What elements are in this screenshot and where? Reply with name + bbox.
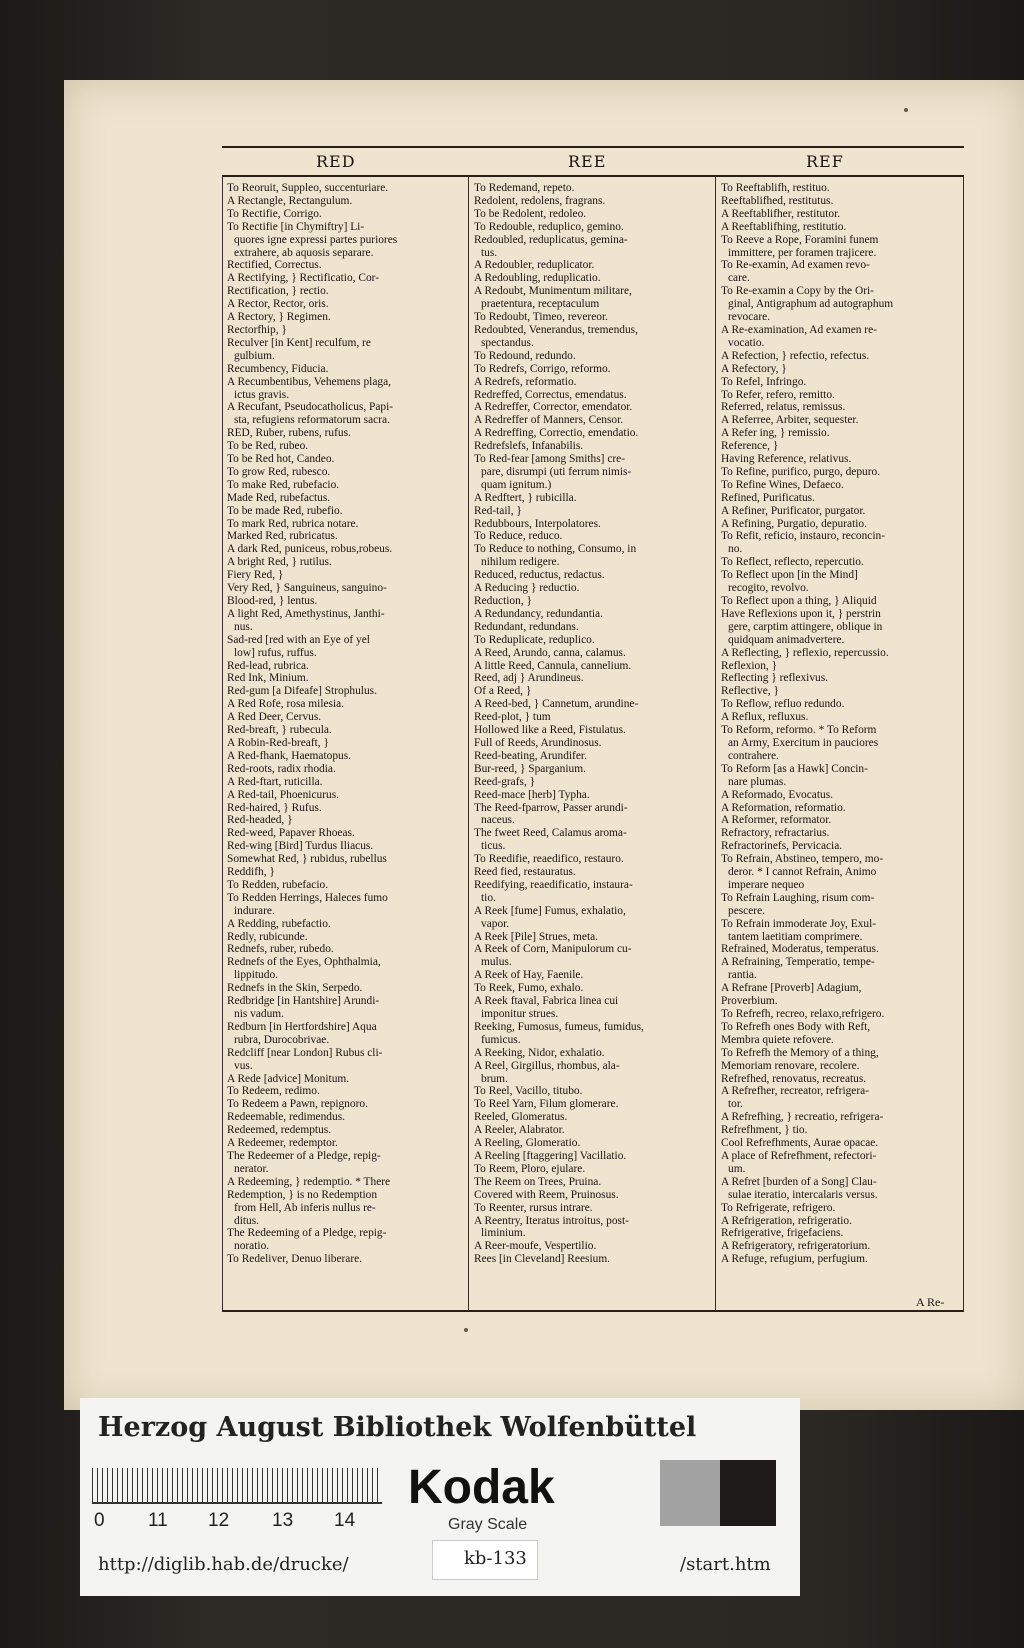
- entry-line: A Reeftablifhing, restitutio.: [721, 220, 847, 233]
- entry-line: revocare.: [728, 311, 771, 324]
- entry-line: Reeking, Fumosus, fumeus, fumidus,: [474, 1020, 644, 1033]
- entry-line: A Redeemer, redemptor.: [227, 1137, 338, 1150]
- entry-line: To Reduce to nothing, Consumo, in: [474, 543, 637, 556]
- entry-line: A Reformado, Evocatus.: [721, 788, 833, 801]
- entry-line: care.: [728, 272, 750, 285]
- entry-line: Reddifh, }: [227, 866, 275, 879]
- entry-line: To Redemand, repeto.: [474, 182, 575, 194]
- entry-line: The Redeemer of a Pledge, repig-: [227, 1149, 381, 1162]
- entry-line: A Refrefher, recreator, refrigera-: [721, 1085, 870, 1098]
- entry-line: A Recufant, Pseudocatholicus, Papi-: [227, 401, 394, 414]
- entry-line: A Refection, } refectio, refectus.: [721, 349, 870, 362]
- entry-line: Refrained, Moderatus, temperatus.: [721, 943, 879, 956]
- entry-line: gulbium.: [234, 349, 275, 362]
- entry-line: Redoubted, Venerandus, tremendus,: [474, 323, 638, 336]
- entry-line: Rednefs in the Skin, Serpedo.: [227, 982, 363, 995]
- entry-line: Red-tail, }: [474, 504, 522, 517]
- entry-line: To Rectifie [in Chymiftry] Li-: [227, 220, 365, 233]
- entry-line: A bright Red, } rutilus.: [227, 556, 332, 569]
- dictionary-page: [64, 80, 1024, 1410]
- entry-line: indurare.: [234, 904, 275, 917]
- entry-line: mulus.: [481, 956, 512, 969]
- entry-line: Reflective, }: [721, 685, 779, 698]
- entry-line: tus.: [481, 246, 498, 259]
- entry-line: vocatio.: [728, 336, 765, 349]
- entry-line: extrahere, ab aquosis separare.: [234, 246, 374, 259]
- entry-line: Rectorfhip, }: [227, 323, 287, 336]
- entry-line: To Reek, Fumo, exhalo.: [474, 982, 584, 995]
- entry-line: A Reek ftaval, Fabrica linea cui: [474, 995, 619, 1008]
- running-header: [222, 152, 964, 174]
- entry-line: ticus.: [481, 840, 506, 853]
- url-left: http://diglib.hab.de/drucke/: [98, 1554, 349, 1575]
- entry-line: sta, refugiens reformatorum sacra.: [234, 414, 390, 427]
- entry-column-3: [721, 182, 947, 1307]
- header-col1: RED: [316, 152, 356, 171]
- scale-number: 13: [272, 1510, 294, 1531]
- column-border-right: [963, 177, 964, 1310]
- entry-line: Reflecting } reflexivus.: [721, 672, 828, 685]
- entry-line: To Refrefh ones Body with Reft,: [721, 1020, 871, 1033]
- entry-line: A Refuge, refugium, perfugium.: [721, 1253, 868, 1266]
- entry-line: vus.: [234, 1059, 253, 1072]
- entry-line: rantia.: [728, 969, 757, 982]
- entry-line: ditus.: [234, 1214, 260, 1227]
- entry-line: To Redden, rubefacio.: [227, 878, 329, 891]
- entry-line: To Refrain, Abstineo, tempero, mo-: [721, 853, 884, 866]
- entry-line: quidquam animadvertere.: [728, 633, 845, 646]
- entry-line: tio.: [481, 891, 496, 904]
- entry-line: Red-weed, Papaver Rhoeas.: [227, 827, 355, 840]
- entry-line: Bur-reed, } Sparganium.: [474, 762, 586, 775]
- entry-line: A Reflux, refluxus.: [721, 711, 809, 724]
- entry-line: A Reformation, reformatio.: [721, 801, 846, 814]
- paper-spot: [464, 1328, 468, 1332]
- entry-line: tor.: [728, 1098, 743, 1111]
- entry-line: Redeemable, redimendus.: [227, 1111, 345, 1124]
- entry-line: A Reek [fume] Fumus, exhalatio,: [474, 904, 626, 917]
- entry-line: Reed-grafs, }: [474, 775, 536, 788]
- entry-line: A Reek of Hay, Faenile.: [474, 969, 584, 982]
- entry-line: A little Reed, Cannula, cannelium.: [474, 659, 632, 672]
- entry-line: To Reeftablifh, restituo.: [721, 182, 830, 194]
- entry-line: Redcliff [near London] Rubus cli-: [227, 1046, 383, 1059]
- entry-line: A Reflecting, } reflexio, repercussio.: [721, 646, 889, 659]
- entry-line: Reflexion, }: [721, 659, 778, 672]
- entry-line: ginal, Antigraphum ad autographum: [728, 298, 894, 311]
- entry-line: no.: [728, 543, 743, 556]
- entry-line: spectandus.: [481, 336, 534, 349]
- entry-line: Blood-red, } lentus.: [227, 595, 318, 607]
- entry-line: Reculver [in Kent] reculfum, re: [227, 336, 371, 349]
- entry-line: recogito, revolvo.: [728, 582, 809, 595]
- entry-line: A Refectory, }: [721, 362, 787, 375]
- entry-line: low] rufus, ruffus.: [234, 646, 317, 659]
- entry-line: The Redeeming of a Pledge, repig-: [227, 1227, 387, 1240]
- entry-line: To make Red, rubefacio.: [227, 478, 340, 491]
- entry-line: To Reform [as a Hawk] Concin-: [721, 762, 868, 775]
- entry-line: Redoubled, reduplicatus, gemina-: [474, 233, 628, 246]
- entry-line: A Refining, Purgatio, depuratio.: [721, 517, 867, 530]
- entry-line: A Refrigeratory, refrigeratorium.: [721, 1240, 871, 1253]
- entry-line: A Reformer, reformator.: [721, 814, 832, 827]
- entry-line: A Red Rofe, rosa milesia.: [227, 698, 345, 711]
- entry-line: from Hell, Ab inferis nullus re-: [234, 1201, 376, 1214]
- entry-line: Recumbency, Fiducia.: [227, 362, 329, 375]
- entry-line: To Reeve a Rope, Foramini funem: [721, 233, 879, 246]
- header-rule: [222, 175, 964, 177]
- entry-line: To Refrain Laughing, risum com-: [721, 891, 875, 904]
- entry-line: A Re-examination, Ad examen re-: [721, 323, 877, 336]
- entry-line: brum.: [481, 1072, 508, 1085]
- entry-line: nare plumas.: [728, 775, 787, 788]
- entry-line: Redrefslefs, Infanabilis.: [474, 440, 584, 453]
- entry-line: A Referree, Arbiter, sequester.: [721, 414, 859, 427]
- entry-line: A Rede [advice] Monitum.: [227, 1072, 350, 1085]
- column-border-left: [222, 177, 223, 1310]
- entry-line: To Reedifie, reaedifico, restauro.: [474, 853, 624, 866]
- entry-line: A Redrefs, reformatio.: [474, 375, 577, 388]
- entry-line: Full of Reeds, Arundinosus.: [474, 736, 602, 749]
- gray-scale-caption: Gray Scale: [448, 1516, 528, 1533]
- entry-line: imperare nequeo: [728, 878, 805, 891]
- entry-line: Proverbium.: [721, 995, 778, 1008]
- entry-line: To be Red hot, Candeo.: [227, 453, 335, 466]
- entry-line: To Rectifie, Corrigo.: [227, 207, 322, 220]
- entry-line: A Reeling [ftaggering] Vacillatio.: [474, 1149, 627, 1162]
- entry-line: To Redound, redundo.: [474, 349, 576, 362]
- entry-line: To Refit, reficio, instauro, reconcin-: [721, 530, 885, 543]
- entry-line: A Reentry, Iteratus introitus, post-: [474, 1214, 629, 1227]
- entry-line: To Reel, Vacillo, titubo.: [474, 1085, 583, 1098]
- entry-line: pare, disrumpi (uti ferrum nimis-: [481, 465, 632, 478]
- entry-line: To Reoruit, Suppleo, succenturiare.: [227, 182, 389, 194]
- entry-line: A Red-fhank, Haematopus.: [227, 749, 352, 762]
- entry-line: A Refrane [Proverb] Adagium,: [721, 982, 862, 995]
- entry-line: lippitudo.: [234, 969, 278, 982]
- entry-line: Reed-plot, } tum: [474, 711, 551, 724]
- entry-line: Redolent, redolens, fragrans.: [474, 194, 606, 207]
- entry-line: Rectified, Correctus.: [227, 259, 322, 272]
- entry-line: A Rectifying, } Rectificatio, Cor-: [227, 272, 380, 285]
- entry-line: To Reflect upon [in the Mind]: [721, 569, 858, 582]
- entry-line: Rectification, } rectio.: [227, 285, 329, 298]
- entry-line: The Reed-fparrow, Passer arundi-: [474, 801, 628, 814]
- entry-line: Rednefs, ruber, rubedo.: [227, 943, 334, 956]
- entry-line: To Re-examin a Copy by the Ori-: [721, 285, 874, 298]
- entry-line: A Redreffing, Correctio, emendatio.: [474, 427, 639, 440]
- entry-line: Cool Refrefhments, Aurae opacae.: [721, 1137, 879, 1150]
- entry-line: A Red Deer, Cervus.: [227, 711, 322, 724]
- entry-line: Refrefhment, } tio.: [721, 1124, 808, 1137]
- entry-line: nus.: [234, 620, 253, 633]
- entry-line: Made Red, rubefactus.: [227, 491, 331, 504]
- entry-line: Redubbours, Interpolatores.: [474, 517, 601, 530]
- entry-line: A Rectangle, Rectangulum.: [227, 194, 353, 207]
- header-col2: REE: [568, 152, 607, 171]
- paper-spot: [904, 108, 908, 112]
- entry-line: A Reeking, Nidor, exhalatio.: [474, 1046, 605, 1059]
- entry-line: naceus.: [481, 814, 515, 827]
- entry-line: To Reem, Ploro, ejulare.: [474, 1162, 586, 1175]
- entry-line: A Reeftablifher, restitutor.: [721, 207, 841, 220]
- entry-line: To Redouble, reduplico, gemino.: [474, 220, 624, 233]
- entry-line: A Redreffer, Corrector, emendator.: [474, 401, 633, 414]
- entry-line: contrahere.: [728, 749, 779, 762]
- entry-line: A Refrefhing, } recreatio, refrigera-: [721, 1111, 884, 1124]
- entry-line: Redbridge [in Hantshire] Arundi-: [227, 995, 380, 1008]
- entry-line: To Refrefh, recreo, relaxo,refrigero.: [721, 1008, 885, 1020]
- column-divider: [468, 177, 469, 1310]
- entry-line: To Refrigerate, refrigero.: [721, 1201, 836, 1214]
- entry-line: To Reduce, reduco.: [474, 530, 563, 543]
- entry-line: To Reel Yarn, Filum glomerare.: [474, 1098, 619, 1111]
- entry-line: A Redoubling, reduplicatio.: [474, 272, 601, 285]
- entry-line: Redreffed, Correctus, emendatus.: [474, 388, 627, 401]
- entry-line: Red-wing [Bird] Turdus Iliacus.: [227, 840, 374, 853]
- column-divider: [715, 177, 716, 1310]
- archive-label: [80, 1398, 800, 1596]
- entry-line: Reference, }: [721, 440, 779, 453]
- bottom-rule: [222, 1310, 964, 1312]
- entry-line: To Reduplicate, reduplico.: [474, 633, 595, 646]
- scan-id: kb-133: [464, 1548, 527, 1569]
- entry-line: To Redden Herrings, Haleces fumo: [227, 891, 388, 904]
- entry-line: A Redreffer of Manners, Censor.: [474, 414, 624, 427]
- entry-line: A Refret [burden of a Song] Clau-: [721, 1175, 877, 1188]
- entry-line: Marked Red, rubricatus.: [227, 530, 338, 543]
- entry-line: vapor.: [481, 917, 510, 930]
- entry-line: pescere.: [728, 904, 765, 917]
- entry-line: Reed fied, restauratus.: [474, 866, 576, 879]
- entry-line: Reed, adj } Arundineus.: [474, 672, 584, 685]
- entry-line: Sad-red [red with an Eye of yel: [227, 633, 370, 646]
- entry-line: Membra quiete refovere.: [721, 1033, 834, 1046]
- entry-line: Redly, rubicunde.: [227, 930, 308, 943]
- catchword: A Re-: [916, 1295, 945, 1309]
- entry-line: To Redeliver, Denuo liberare.: [227, 1253, 363, 1266]
- entry-line: ictus gravis.: [234, 388, 290, 401]
- entry-line: Red-gum [a Difeafe] Strophulus.: [227, 685, 377, 698]
- entry-line: rubra, Durocobrivae.: [234, 1033, 330, 1046]
- entry-line: A Red-ftart, ruticilla.: [227, 775, 323, 788]
- entry-line: Red-lead, rubrica.: [227, 659, 309, 672]
- entry-line: Redburn [in Hertfordshire] Aqua: [227, 1020, 377, 1033]
- gray-swatch-light: [660, 1460, 720, 1526]
- entry-line: To Reflect upon a thing, } Aliquid: [721, 595, 877, 607]
- entry-line: Red-headed, }: [227, 814, 293, 827]
- entry-line: Reedifying, reaedificatio, instaura-: [474, 878, 633, 891]
- entry-line: A Reed, Arundo, canna, calamus.: [474, 646, 626, 659]
- entry-line: To Refrefh the Memory of a thing,: [721, 1046, 879, 1059]
- entry-line: noratio.: [234, 1240, 270, 1253]
- entry-line: liminium.: [481, 1227, 526, 1240]
- entry-line: A Refer ing, } remissio.: [721, 427, 830, 440]
- entry-line: an Army, Exercitum in pauciores: [728, 736, 879, 749]
- scale-number: 12: [208, 1510, 230, 1531]
- entry-line: Reduction, }: [474, 595, 532, 607]
- entry-line: Reduced, reductus, redactus.: [474, 569, 605, 582]
- entry-line: A Red-tail, Phoenicurus.: [227, 788, 339, 801]
- entry-line: Redeemed, redemptus.: [227, 1124, 332, 1137]
- entry-line: Have Reflexions upon it, } perstrin: [721, 607, 881, 620]
- entry-line: um.: [728, 1162, 746, 1175]
- entry-line: To be Redolent, redoleo.: [474, 207, 587, 220]
- entry-line: A Reeling, Glomeratio.: [474, 1137, 581, 1150]
- entry-line: Refined, Purificatus.: [721, 491, 815, 504]
- entry-line: Redemption, } is no Redemption: [227, 1188, 378, 1201]
- entry-line: A place of Refrefhment, refectori-: [721, 1149, 877, 1162]
- entry-line: Refractorinefs, Pervicacia.: [721, 840, 843, 853]
- entry-line: nerator.: [234, 1162, 269, 1175]
- entry-line: To Reflect, reflecto, repercutio.: [721, 556, 864, 569]
- entry-line: Refrigerative, frigefaciens.: [721, 1227, 844, 1240]
- entry-line: To Refine, purifico, purgo, depuro.: [721, 465, 881, 478]
- entry-line: To Redoubt, Timeo, revereor.: [474, 311, 608, 324]
- entry-line: immittere, per foramen trajicere.: [728, 246, 877, 259]
- entry-line: Red-breaft, } rubecula.: [227, 724, 332, 737]
- entry-line: To Red-fear [among Smiths] cre-: [474, 453, 626, 466]
- entry-line: To Reflow, refluo redundo.: [721, 698, 845, 711]
- entry-line: To Refel, Infringo.: [721, 375, 807, 388]
- entry-line: deror. * I cannot Refrain, Animo: [728, 866, 877, 879]
- entry-line: A Redoubler, reduplicator.: [474, 259, 595, 272]
- entry-line: Having Reference, relativus.: [721, 453, 852, 466]
- entry-line: A Reek of Corn, Manipulorum cu-: [474, 943, 632, 956]
- entry-line: A Refrigeration, refrigeratio.: [721, 1214, 852, 1227]
- entry-line: Memoriam renovare, recolere.: [721, 1059, 860, 1072]
- entry-line: imponitur strues.: [481, 1008, 559, 1020]
- entry-line: To Redrefs, Corrigo, reformo.: [474, 362, 611, 375]
- scale-number: 14: [334, 1510, 356, 1531]
- entry-line: gere, carptim attingere, oblique in: [728, 620, 883, 633]
- entry-line: tantem laetitiam comprimere.: [728, 930, 863, 943]
- entry-line: To grow Red, rubesco.: [227, 465, 331, 478]
- entry-line: A Redoubt, Munimentum militare,: [474, 285, 632, 298]
- entry-line: Reed-beating, Arundifer.: [474, 749, 587, 762]
- library-name: Herzog August Bibliothek Wolfenbüttel: [98, 1412, 697, 1443]
- entry-line: To Reenter, rursus intrare.: [474, 1201, 593, 1214]
- entry-line: A Rectory, } Regimen.: [227, 311, 331, 324]
- entry-line: Red-haired, } Rufus.: [227, 801, 322, 814]
- entry-line: Redundant, redundans.: [474, 620, 579, 633]
- entry-line: Somewhat Red, } rubidus, rubellus: [227, 853, 387, 866]
- entry-line: nihilum redigere.: [481, 556, 560, 569]
- entry-column-1: [227, 182, 453, 1307]
- entry-line: A Redftert, } rubicilla.: [474, 491, 577, 504]
- entry-line: A Refiner, Purificator, purgator.: [721, 504, 866, 517]
- entry-line: Rednefs of the Eyes, Ophthalmia,: [227, 956, 381, 969]
- entry-line: sulae iteratio, intercalaris versus.: [728, 1188, 878, 1201]
- entry-line: A dark Red, puniceus, robus,robeus.: [227, 543, 393, 556]
- entry-line: To Refrain immoderate Joy, Exul-: [721, 917, 877, 930]
- entry-line: A Rector, Rector, oris.: [227, 298, 329, 311]
- entry-line: To Refine Wines, Defaeco.: [721, 478, 844, 491]
- entry-line: Fiery Red, }: [227, 569, 284, 582]
- entry-line: To Re-examin, Ad examen revo-: [721, 259, 870, 272]
- entry-column-2: [474, 182, 700, 1307]
- entry-line: Reed-mace [herb] Typha.: [474, 788, 590, 801]
- entry-line: Reeled, Glomeratus.: [474, 1111, 568, 1124]
- entry-line: A Reek [Pile] Strues, meta.: [474, 930, 599, 943]
- entry-line: A Reducing } reductio.: [474, 582, 580, 595]
- entry-line: A Reer-moufe, Vespertilio.: [474, 1240, 597, 1253]
- entry-line: RED, Ruber, rubens, rufus.: [227, 427, 351, 440]
- entry-line: A Reel, Girgillus, rhombus, ala-: [474, 1059, 620, 1072]
- entry-line: praetentura, receptaculum: [481, 298, 600, 311]
- entry-line: A Recumbentibus, Vehemens plaga,: [227, 375, 391, 388]
- entry-line: Rees [in Cleveland] Reesium.: [474, 1253, 611, 1266]
- entry-line: quores igne expressi partes puriores: [234, 233, 398, 246]
- entry-line: A Refraining, Temperatio, tempe-: [721, 956, 875, 969]
- entry-line: The Reem on Trees, Pruina.: [474, 1175, 602, 1188]
- scale-number: 0: [94, 1510, 105, 1531]
- entry-line: A Redeeming, } redemptio. * There: [227, 1175, 391, 1188]
- entry-line: To be made Red, rubefio.: [227, 504, 343, 517]
- entry-line: To Redeem, redimo.: [227, 1085, 320, 1098]
- gray-swatch-dark: [720, 1460, 776, 1526]
- entry-line: A Redding, rubefactio.: [227, 917, 331, 930]
- top-rule: [222, 146, 964, 148]
- header-col3: REF: [806, 152, 844, 171]
- entry-line: To Redeem a Pawn, repignoro.: [227, 1098, 368, 1111]
- entry-line: A Reeler, Alabrator.: [474, 1124, 565, 1137]
- entry-line: quam ignitum.): [481, 478, 552, 491]
- entry-line: A light Red, Amethystinus, Janthi-: [227, 607, 385, 620]
- entry-line: Covered with Reem, Pruinosus.: [474, 1188, 619, 1201]
- entry-line: Very Red, } Sanguineus, sanguino-: [227, 582, 387, 595]
- entry-line: A Reed-bed, } Cannetum, arundine-: [474, 698, 639, 711]
- entry-line: A Redundancy, redundantia.: [474, 607, 603, 620]
- entry-line: Of a Reed, }: [474, 685, 532, 698]
- url-right: /start.htm: [680, 1554, 771, 1575]
- kodak-logo: Kodak: [408, 1461, 555, 1514]
- entry-line: nis vadum.: [234, 1008, 284, 1020]
- scale-ruler: [92, 1468, 382, 1504]
- entry-line: Refrefhed, renovatus, recreatus.: [721, 1072, 867, 1085]
- entry-line: Referred, relatus, remissus.: [721, 401, 846, 414]
- scale-number: 11: [148, 1510, 168, 1531]
- entry-line: A Robin-Red-breaft, }: [227, 736, 329, 749]
- entry-line: To Reform, reformo. * To Reform: [721, 724, 877, 737]
- entry-line: Hollowed like a Reed, Fistulatus.: [474, 724, 626, 737]
- entry-line: fumicus.: [481, 1033, 521, 1046]
- entry-line: To mark Red, rubrica notare.: [227, 517, 359, 530]
- entry-line: Reeftablifhed, restitutus.: [721, 194, 834, 207]
- entry-line: Red-roots, radix rhodia.: [227, 762, 336, 775]
- entry-line: Red Ink, Minium.: [227, 672, 309, 685]
- entry-line: To Refer, refero, remitto.: [721, 388, 835, 401]
- entry-line: To be Red, rubeo.: [227, 440, 309, 453]
- entry-line: The fweet Reed, Calamus aroma-: [474, 827, 627, 840]
- entry-line: Refractory, refractarius.: [721, 827, 830, 840]
